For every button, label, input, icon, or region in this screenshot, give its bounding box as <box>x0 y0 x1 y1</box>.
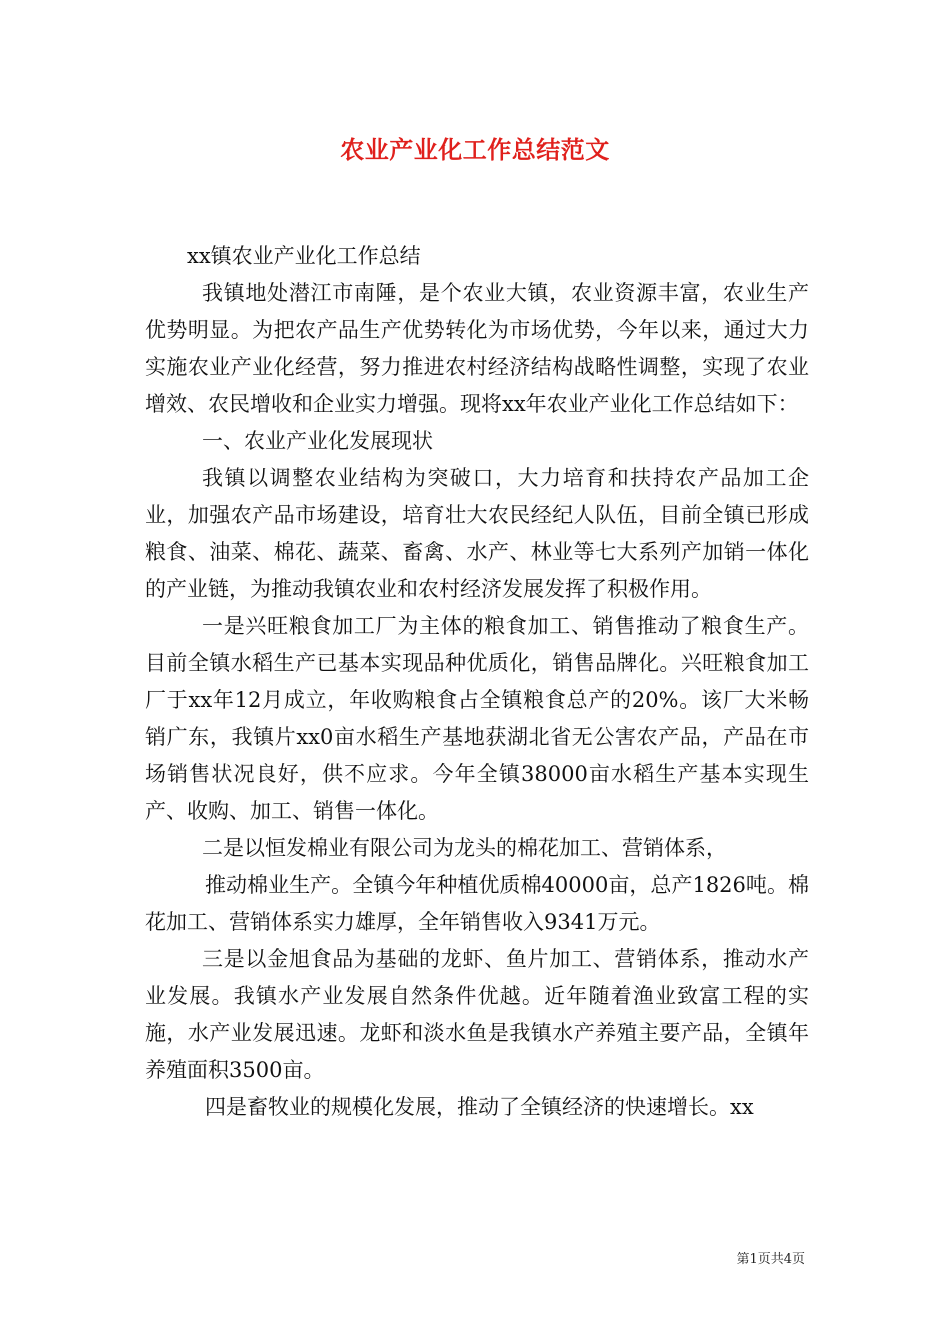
page-number: 第1页共4页 <box>736 1252 805 1267</box>
paragraph-grain: 一是兴旺粮食加工厂为主体的粮食加工、销售推动了粮食生产。目前全镇水稻生产已基本实现品种优质化，销售品牌化。兴旺粮食加工厂于xx年12月成立，年收购粮食占全镇粮食总产的20%。该厂大米畅销广东，我镇片xx0亩水稻生产基地获湖北省无公害农产品，产品在市场销售状况良好，供不应求。今年全镇38000亩水稻生产基本实现生产、收购、加工、销售一体化。 <box>145 614 809 823</box>
page-title: 农业产业化工作总结范文 <box>340 135 610 164</box>
paragraph-aquatic: 三是以金旭食品为基础的龙虾、鱼片加工、营销体系，推动水产业发展。我镇水产业发展自然条件优越。近年随着渔业致富工程的实施，水产业发展迅速。龙虾和淡水鱼是我镇水产养殖主要产品，全镇年养殖面积3500亩。 <box>145 947 809 1082</box>
section-heading: 一、农业产业化发展现状 <box>202 429 433 453</box>
document-body <box>145 238 809 1126</box>
paragraph-intro: 我镇地处潜江市南陲，是个农业大镇，农业资源丰富，农业生产优势明显。为把农产品生产优势转化为市场优势，今年以来，通过大力实施农业产业化经营，努力推进农村经济结构战略性调整，实现了农业增效、农民增收和企业实力增强。现将xx年农业产业化工作总结如下： <box>145 281 809 416</box>
document-subtitle: xx镇农业产业化工作总结 <box>187 244 421 268</box>
paragraph-overview: 我镇以调整农业结构为突破口，大力培育和扶持农产品加工企业，加强农产品市场建设，培育壮大农民经纪人队伍，目前全镇已形成粮食、油菜、棉花、蔬菜、畜禽、水产、林业等七大系列产加销一体化的产业链，为推动我镇农业和农村经济发展发挥了积极作用。 <box>145 466 809 601</box>
paragraph-cotton-body: 推动棉业生产。全镇今年种植优质棉40000亩，总产1826吨。棉花加工、营销体系实力雄厚，全年销售收入9341万元。 <box>145 873 809 934</box>
paragraph-cotton-head: 二是以恒发棉业有限公司为龙头的棉花加工、营销体系， <box>202 836 727 860</box>
paragraph-livestock: 四是畜牧业的规模化发展，推动了全镇经济的快速增长。xx <box>205 1095 754 1119</box>
